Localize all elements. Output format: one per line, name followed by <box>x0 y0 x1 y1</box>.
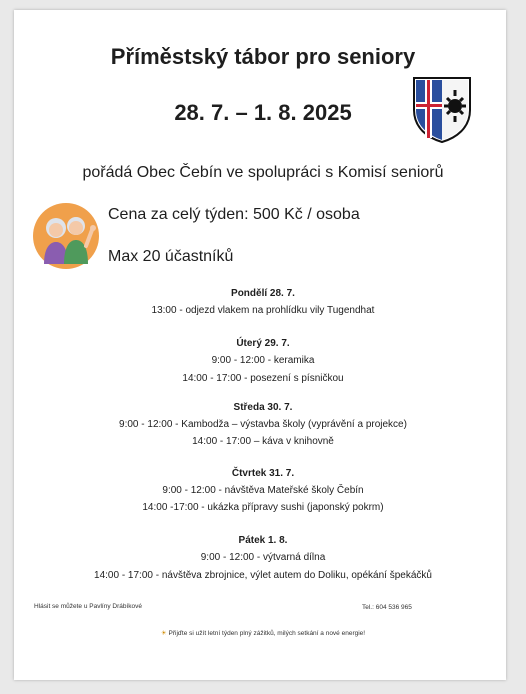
senior-couple-icon <box>32 202 100 270</box>
event-dates: 28. 7. – 1. 8. 2025 <box>174 100 352 125</box>
capacity-info: Max 20 účastníků <box>108 248 234 265</box>
sun-icon: ☀ <box>160 630 167 637</box>
invitation-line <box>0 629 526 637</box>
organizer-line: pořádá Obec Čebín ve spolupráci s Komisí seniorů <box>82 164 444 181</box>
day-heading-tuesday: Úterý 29. 7. <box>236 338 290 349</box>
schedule-item: 13:00 - odjezd vlakem na prohlídku vily Tugendhat <box>151 305 375 316</box>
poster-title: Příměstský tábor pro seniory <box>110 44 416 69</box>
registration-contact: Hlásit se můžete u Pavlíny Drábíkové <box>34 603 143 610</box>
day-heading-wednesday: Středa 30. 7. <box>233 402 293 413</box>
schedule-item: 14:00 -17:00 - ukázka přípravy sushi (japonský pokrm) <box>142 502 384 513</box>
day-heading-friday: Pátek 1. 8. <box>238 535 288 546</box>
schedule-item: 14:00 - 17:00 – káva v knihovně <box>192 436 334 447</box>
day-heading-monday: Pondělí 28. 7. <box>231 288 295 299</box>
coat-of-arms-icon <box>410 72 474 144</box>
schedule-item: 9:00 - 12:00 - keramika <box>211 355 315 366</box>
schedule-item: 9:00 - 12:00 - návštěva Mateřské školy Čebín <box>162 485 364 496</box>
schedule-item: 9:00 - 12:00 - Kambodža – výstavba školy (vyprávění a projekce) <box>119 419 407 430</box>
schedule-item: 14:00 - 17:00 - posezení s písničkou <box>182 373 344 384</box>
price-info: Cena za celý týden: 500 Kč / osoba <box>108 206 360 223</box>
schedule-item: 14:00 - 17:00 - návštěva zbrojnice, výlet autem do Doliku, opékání špekáčků <box>94 570 432 581</box>
schedule-item: 9:00 - 12:00 - výtvarná dílna <box>200 552 326 563</box>
day-heading-thursday: Čtvrtek 31. 7. <box>231 468 295 479</box>
phone-number: Tel.: 604 536 965 <box>362 604 412 611</box>
invitation-text: Přijďte si užít letní týden plný zážitků, milých setkání a nové energie! <box>168 630 366 637</box>
